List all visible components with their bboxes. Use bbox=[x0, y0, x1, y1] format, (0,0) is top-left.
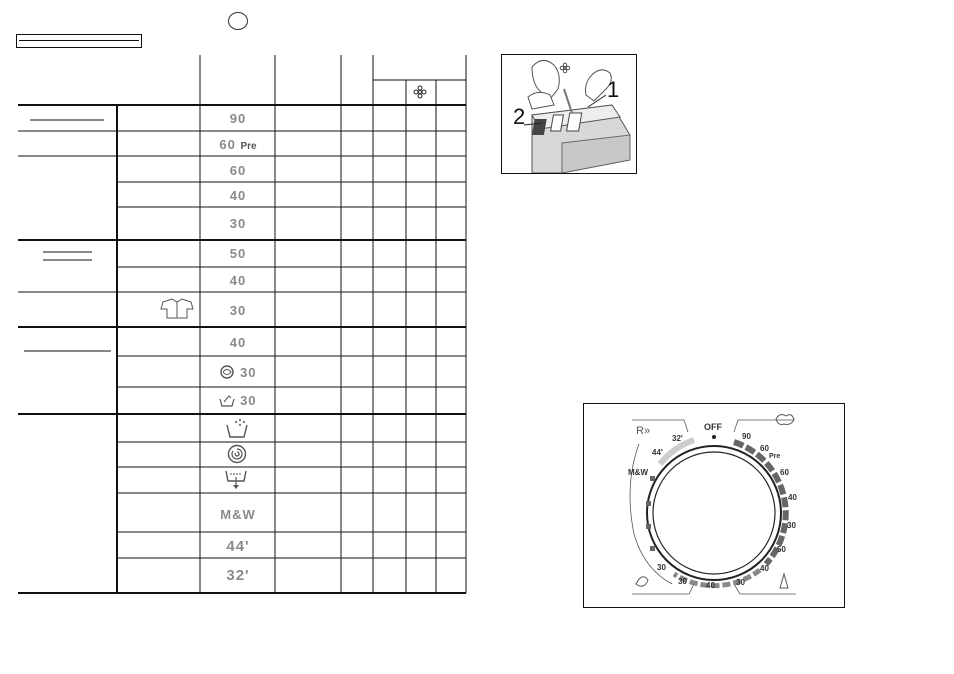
programme-label: 40 bbox=[229, 273, 247, 288]
programme-label: 40 bbox=[229, 335, 247, 350]
dial-label: 40 bbox=[706, 581, 715, 590]
programme-dial-panel bbox=[583, 403, 845, 608]
programme-label-wool: 30 bbox=[200, 365, 276, 380]
dial-off-label: OFF bbox=[704, 422, 722, 432]
programme-label: 30 bbox=[229, 303, 247, 318]
callout-2: 2 bbox=[513, 104, 526, 129]
programme-label: 40 bbox=[229, 188, 247, 203]
dial-label: 50 bbox=[777, 545, 786, 554]
eco-icon bbox=[636, 577, 648, 586]
programme-label: 44' bbox=[226, 538, 250, 555]
programme-dial bbox=[584, 404, 844, 607]
shirt-icon bbox=[160, 298, 194, 320]
dispenser-figure bbox=[501, 54, 637, 174]
hand-wash-icon bbox=[219, 393, 235, 407]
dial-label: 30 bbox=[736, 578, 745, 587]
dial-label: 60 bbox=[760, 444, 769, 453]
programme-label: 90 bbox=[229, 111, 247, 126]
callout-1: 1 bbox=[607, 77, 620, 102]
dial-label: 30 bbox=[678, 577, 687, 586]
dial-label: 30 bbox=[787, 521, 796, 530]
programme-label: M&W bbox=[220, 507, 256, 522]
dial-label: 40 bbox=[760, 564, 769, 573]
dial-label: 60 bbox=[780, 468, 789, 477]
dial-label: 30 bbox=[657, 563, 666, 572]
dial-label: Pre bbox=[769, 453, 781, 460]
cotton-icon bbox=[776, 415, 794, 425]
dial-label: 40 bbox=[788, 493, 797, 502]
programme-label-pre: 60 Pre bbox=[219, 137, 257, 152]
programme-label: 50 bbox=[229, 246, 247, 261]
dial-label: 32' bbox=[672, 434, 683, 443]
programme-label: 60 bbox=[229, 163, 247, 178]
wool-icon bbox=[219, 365, 235, 379]
flower-icon bbox=[413, 85, 427, 99]
drain-icon bbox=[225, 469, 247, 491]
spin-icon bbox=[227, 444, 247, 464]
programme-label: 30 bbox=[229, 216, 247, 231]
express-icon: R» bbox=[636, 425, 651, 437]
programme-label: 32' bbox=[226, 567, 250, 584]
synthetic-icon bbox=[780, 574, 788, 588]
dial-label: 90 bbox=[742, 432, 751, 441]
rinse-icon bbox=[226, 418, 248, 438]
dial-label: 44' bbox=[652, 448, 663, 457]
dial-label: M&W bbox=[628, 468, 648, 477]
programme-label-hand-wash: 30 bbox=[200, 393, 276, 408]
